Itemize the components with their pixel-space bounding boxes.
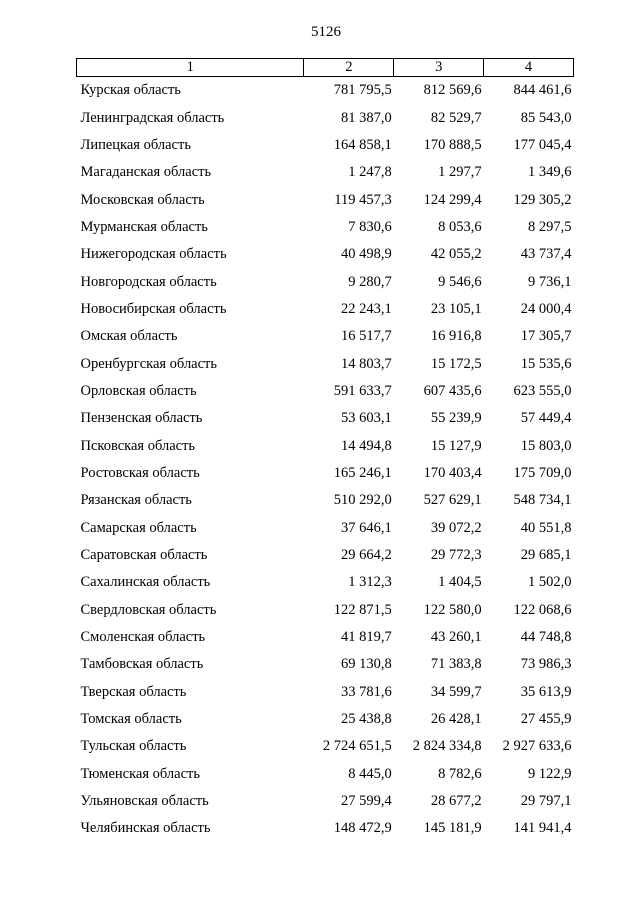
column-header: 1 (77, 59, 304, 77)
value-col4-cell: 27 455,9 (520, 711, 572, 728)
value-col2-cell: 25 438,8 (341, 711, 392, 728)
value-col4-cell: 35 613,9 (520, 683, 572, 700)
value-col2-cell: 29 664,2 (341, 547, 392, 564)
value-col2-cell: 9 280,7 (348, 273, 392, 290)
value-col4-cell: 2 927 633,6 (502, 738, 572, 755)
value-col4-cell: 29 685,1 (520, 547, 572, 564)
value-col2-cell: 510 292,0 (333, 492, 392, 509)
value-col3-cell: 16 916,8 (430, 328, 482, 345)
table-row (77, 542, 574, 569)
value-col4-cell: 15 535,6 (520, 355, 572, 372)
value-col3-cell: 82 529,7 (430, 109, 482, 126)
column-header: 4 (484, 59, 574, 77)
value-col3-cell: 39 072,2 (430, 519, 482, 536)
region-name-cell: Магаданская область (80, 164, 212, 181)
value-col2-cell: 165 246,1 (333, 464, 392, 481)
region-name-cell: Нижегородская область (80, 246, 227, 263)
value-col2-cell: 40 498,9 (341, 246, 392, 263)
value-col2-cell: 16 517,7 (341, 328, 392, 345)
region-name-cell: Тюменская область (80, 765, 200, 782)
value-col3-cell: 2 824 334,8 (412, 738, 482, 755)
value-col3-cell: 15 127,9 (430, 437, 482, 454)
table-row (77, 706, 574, 733)
value-col4-cell: 122 068,6 (513, 601, 572, 618)
value-col3-cell: 122 580,0 (423, 601, 482, 618)
value-col2-cell: 119 457,3 (334, 191, 392, 208)
region-name-cell: Сахалинская область (80, 574, 211, 591)
value-col4-cell: 9 122,9 (528, 765, 572, 782)
value-col4-cell: 17 305,7 (520, 328, 572, 345)
value-col3-cell: 1 297,7 (438, 164, 482, 181)
table-row (77, 624, 574, 651)
value-col3-cell: 8 053,6 (438, 218, 482, 235)
value-col3-cell: 170 888,5 (423, 136, 482, 153)
region-name-cell: Ленинградская область (80, 109, 225, 126)
value-col2-cell: 148 472,9 (333, 820, 392, 837)
region-name-cell: Курская область (80, 82, 181, 99)
value-col4-cell: 29 797,1 (520, 793, 572, 810)
value-col2-cell: 14 494,8 (341, 437, 392, 454)
region-name-cell: Смоленская область (80, 629, 206, 646)
region-name-cell: Рязанская область (80, 492, 192, 509)
value-col2-cell: 22 243,1 (341, 300, 392, 317)
table-row (77, 323, 574, 350)
value-col4-cell: 177 045,4 (513, 136, 572, 153)
data-table (76, 58, 574, 843)
value-col2-cell: 53 603,1 (341, 410, 392, 427)
header-row (77, 59, 574, 77)
table-row (77, 432, 574, 459)
value-col3-cell: 15 172,5 (430, 355, 482, 372)
value-col2-cell: 81 387,0 (341, 109, 392, 126)
table-row (77, 569, 574, 596)
region-name-cell: Ростовская область (80, 464, 200, 481)
value-col3-cell: 55 239,9 (430, 410, 482, 427)
table-row (77, 268, 574, 295)
value-col4-cell: 141 941,4 (513, 820, 572, 837)
page-number: 5126 (311, 24, 341, 40)
value-col3-cell: 71 383,8 (430, 656, 482, 673)
value-col3-cell: 34 599,7 (430, 683, 482, 700)
region-name-cell: Орловская область (80, 382, 197, 399)
region-name-cell: Тверская область (80, 683, 187, 700)
table-row (77, 597, 574, 624)
table-row (77, 733, 574, 760)
table-row (77, 104, 574, 131)
column-header: 2 (304, 59, 394, 77)
region-name-cell: Ульяновская область (80, 793, 209, 810)
value-col3-cell: 28 677,2 (430, 793, 482, 810)
value-col3-cell: 29 772,3 (430, 547, 482, 564)
value-col4-cell: 129 305,2 (513, 191, 572, 208)
table-row (77, 350, 574, 377)
value-col2-cell: 122 871,5 (333, 601, 392, 618)
value-col2-cell: 41 819,7 (341, 629, 392, 646)
value-col3-cell: 812 569,6 (423, 82, 482, 99)
table-row (77, 815, 574, 842)
value-col3-cell: 9 546,6 (438, 273, 482, 290)
value-col4-cell: 85 543,0 (520, 109, 572, 126)
column-header: 3 (394, 59, 484, 77)
table-row (77, 460, 574, 487)
value-col3-cell: 527 629,1 (423, 492, 482, 509)
value-col3-cell: 23 105,1 (430, 300, 482, 317)
value-col3-cell: 124 299,4 (423, 191, 482, 208)
value-col4-cell: 1 502,0 (528, 574, 572, 591)
value-col4-cell: 1 349,6 (528, 164, 572, 181)
region-name-cell: Новгородская область (80, 273, 217, 290)
value-col3-cell: 170 403,4 (423, 464, 482, 481)
value-col2-cell: 1 247,8 (348, 164, 392, 181)
value-col4-cell: 15 803,0 (520, 437, 572, 454)
table-row (77, 761, 574, 788)
table-row (77, 378, 574, 405)
table-header (77, 59, 574, 77)
value-col2-cell: 1 312,3 (348, 574, 392, 591)
value-col3-cell: 26 428,1 (430, 711, 482, 728)
value-col3-cell: 607 435,6 (423, 382, 482, 399)
value-col4-cell: 44 748,8 (520, 629, 572, 646)
table-row (77, 296, 574, 323)
region-name-cell: Свердловская область (80, 601, 217, 618)
value-col2-cell: 781 795,5 (333, 82, 392, 99)
region-name-cell: Псковская область (80, 437, 196, 454)
value-col4-cell: 548 734,1 (513, 492, 572, 509)
table-row (77, 679, 574, 706)
region-name-cell: Оренбургская область (80, 355, 218, 372)
value-col3-cell: 42 055,2 (430, 246, 482, 263)
value-col4-cell: 43 737,4 (520, 246, 572, 263)
value-col2-cell: 164 858,1 (333, 136, 392, 153)
value-col4-cell: 9 736,1 (528, 273, 572, 290)
value-col4-cell: 175 709,0 (513, 464, 572, 481)
value-col2-cell: 69 130,8 (341, 656, 392, 673)
table-row (77, 241, 574, 268)
table-row (77, 788, 574, 815)
table-body (77, 77, 574, 843)
value-col2-cell: 8 445,0 (348, 765, 392, 782)
value-col2-cell: 591 633,7 (333, 382, 392, 399)
region-name-cell: Самарская область (80, 519, 197, 536)
table-row (77, 186, 574, 213)
region-name-cell: Омская область (80, 328, 178, 345)
table-row (77, 132, 574, 159)
value-col4-cell: 623 555,0 (513, 382, 572, 399)
region-name-cell: Липецкая область (80, 136, 191, 153)
table-row (77, 515, 574, 542)
value-col4-cell: 8 297,5 (528, 218, 572, 235)
region-name-cell: Новосибирская область (80, 300, 227, 317)
value-col3-cell: 1 404,5 (438, 574, 482, 591)
table-row (77, 159, 574, 186)
value-col2-cell: 33 781,6 (341, 683, 392, 700)
value-col4-cell: 57 449,4 (520, 410, 572, 427)
value-col3-cell: 145 181,9 (423, 820, 482, 837)
value-col4-cell: 73 986,3 (520, 656, 572, 673)
region-name-cell: Тульская область (80, 738, 187, 755)
value-col2-cell: 7 830,6 (348, 218, 392, 235)
table-row (77, 405, 574, 432)
region-name-cell: Тамбовская область (80, 656, 204, 673)
region-name-cell: Томская область (80, 711, 182, 728)
value-col4-cell: 24 000,4 (520, 300, 572, 317)
region-name-cell: Московская область (80, 191, 205, 208)
value-col2-cell: 27 599,4 (341, 793, 392, 810)
value-col3-cell: 43 260,1 (430, 629, 482, 646)
value-col2-cell: 2 724 651,5 (322, 738, 392, 755)
value-col2-cell: 37 646,1 (341, 519, 392, 536)
value-col4-cell: 40 551,8 (520, 519, 572, 536)
region-name-cell: Челябинская область (80, 820, 211, 837)
region-name-cell: Саратовская область (80, 547, 208, 564)
table-row (77, 214, 574, 241)
value-col2-cell: 14 803,7 (341, 355, 392, 372)
region-name-cell: Мурманская область (80, 218, 208, 235)
table-row (77, 651, 574, 678)
table-row (77, 487, 574, 514)
value-col3-cell: 8 782,6 (438, 765, 482, 782)
table-row (77, 77, 574, 105)
region-name-cell: Пензенская область (80, 410, 203, 427)
value-col4-cell: 844 461,6 (513, 82, 572, 99)
